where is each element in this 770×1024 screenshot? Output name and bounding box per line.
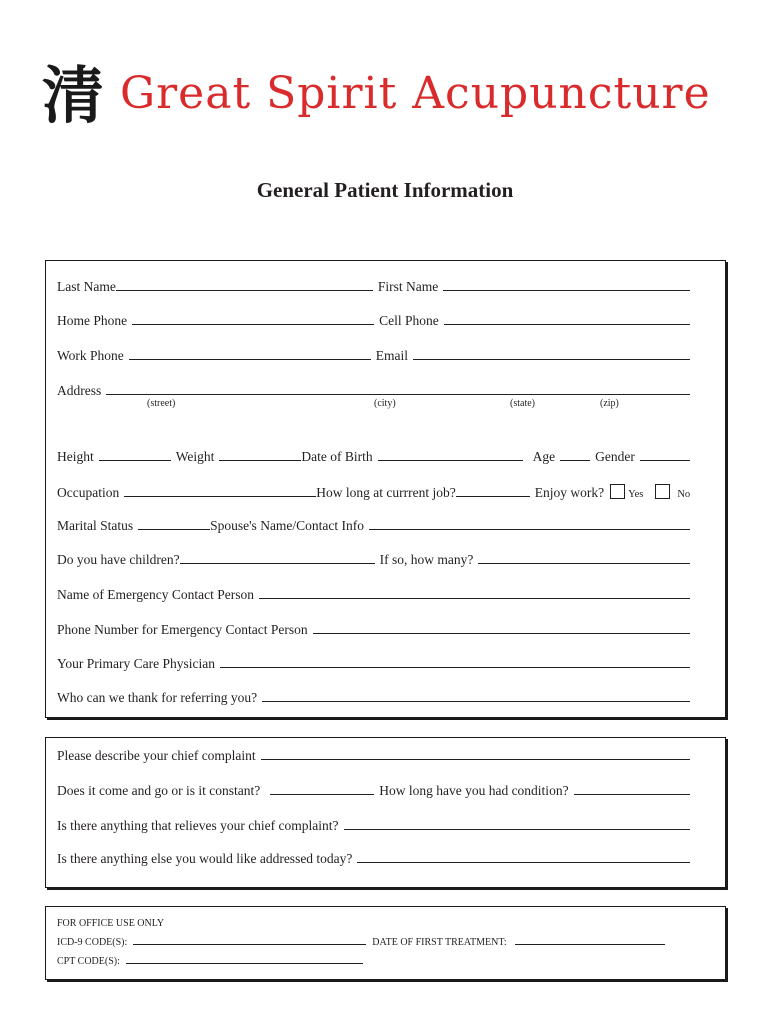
office-heading-row	[57, 917, 164, 931]
occupation-row	[57, 482, 690, 504]
referral-label: Who can we thank for referring you?	[57, 690, 258, 705]
occupation-field[interactable]	[124, 484, 316, 497]
cell-phone-field[interactable]	[444, 312, 690, 325]
how-long-condition-label: How long have you had condition?	[379, 783, 569, 798]
children-field[interactable]	[180, 551, 375, 564]
how-long-job-field[interactable]	[456, 484, 530, 497]
height-label: Height	[57, 449, 94, 464]
brand-name: Great Spirit Acupuncture	[120, 68, 711, 119]
weight-label: Weight	[175, 449, 215, 464]
body-stats-row	[57, 448, 690, 466]
spouse-field[interactable]	[369, 517, 690, 530]
office-use-heading: FOR OFFICE USE ONLY	[57, 918, 165, 929]
cpt-label: CPT CODE(S):	[57, 956, 120, 967]
dob-label: Date of Birth	[301, 449, 373, 464]
enjoy-work-yes-checkbox[interactable]	[610, 484, 625, 499]
age-field[interactable]	[560, 448, 590, 461]
icd9-label: ICD-9 CODE(S):	[57, 937, 128, 948]
emergency-phone-row	[57, 621, 690, 639]
last-name-field[interactable]	[116, 278, 373, 291]
city-sublabel: (city)	[374, 398, 396, 409]
emergency-phone-field[interactable]	[313, 621, 690, 634]
first-name-label: First Name	[377, 279, 439, 294]
children-label: Do you have children?	[57, 552, 180, 567]
work-phone-field[interactable]	[129, 347, 371, 360]
logo-character: 清	[42, 59, 105, 132]
last-name-label: Last Name	[57, 279, 116, 294]
name-row	[57, 278, 690, 296]
how-many-field[interactable]	[478, 551, 690, 564]
age-label: Age	[532, 449, 556, 464]
come-and-go-field[interactable]	[270, 782, 374, 795]
home-phone-label: Home Phone	[57, 313, 128, 328]
weight-field[interactable]	[219, 448, 301, 461]
first-treatment-field[interactable]	[515, 934, 665, 945]
primary-physician-field[interactable]	[220, 655, 690, 668]
how-long-job-label: How long at currrent job?	[316, 485, 456, 500]
else-addressed-field[interactable]	[357, 850, 690, 863]
referral-row	[57, 689, 690, 707]
children-row	[57, 551, 690, 569]
occupation-label: Occupation	[57, 485, 120, 500]
page-title: General Patient Information	[256, 178, 514, 202]
gender-label: Gender	[595, 449, 635, 464]
how-many-label: If so, how many?	[379, 552, 474, 567]
emergency-name-row	[57, 586, 690, 604]
email-label: Email	[375, 348, 409, 363]
cell-phone-label: Cell Phone	[379, 313, 439, 328]
constant-row	[57, 782, 690, 800]
icd9-row	[57, 934, 692, 950]
chief-complaint-label: Please describe your chief complaint	[57, 748, 256, 763]
address-field[interactable]	[106, 382, 690, 395]
header	[42, 56, 742, 140]
state-sublabel: (state)	[510, 398, 535, 409]
primary-physician-label: Your Primary Care Physician	[57, 656, 215, 671]
emergency-name-field[interactable]	[259, 586, 690, 599]
else-addressed-row	[57, 850, 690, 868]
marital-status-field[interactable]	[138, 517, 210, 530]
zip-sublabel: (zip)	[600, 398, 619, 409]
come-and-go-label: Does it come and go or is it constant?	[57, 783, 261, 798]
phone-row	[57, 312, 690, 330]
work-email-row	[57, 347, 690, 365]
enjoy-work-no-checkbox[interactable]	[655, 484, 670, 499]
work-phone-label: Work Phone	[57, 348, 124, 363]
yes-label: Yes	[628, 489, 644, 500]
first-name-field[interactable]	[443, 278, 690, 291]
street-sublabel: (street)	[147, 398, 176, 409]
relieves-row	[57, 817, 690, 835]
physician-row	[57, 655, 690, 673]
email-field[interactable]	[413, 347, 690, 360]
height-field[interactable]	[99, 448, 171, 461]
gender-field[interactable]	[640, 448, 690, 461]
address-label: Address	[57, 383, 102, 398]
relieves-label: Is there anything that relieves your chief complaint?	[57, 818, 339, 833]
referral-field[interactable]	[262, 689, 690, 702]
emergency-name-label: Name of Emergency Contact Person	[57, 587, 254, 602]
first-treatment-label: DATE OF FIRST TREATMENT:	[372, 937, 507, 948]
emergency-phone-label: Phone Number for Emergency Contact Person	[57, 622, 308, 637]
spouse-label: Spouse's Name/Contact Info	[210, 518, 365, 533]
else-addressed-label: Is there anything else you would like addressed today?	[57, 851, 353, 866]
marital-row	[57, 517, 690, 535]
cpt-field[interactable]	[126, 953, 363, 964]
cpt-row	[57, 953, 363, 969]
no-label: No	[677, 489, 691, 500]
chief-complaint-field[interactable]	[261, 747, 690, 760]
icd9-field[interactable]	[133, 934, 366, 945]
enjoy-work-label: Enjoy work?	[534, 485, 605, 500]
how-long-condition-field[interactable]	[574, 782, 690, 795]
marital-status-label: Marital Status	[57, 518, 134, 533]
chief-complaint-row	[57, 747, 690, 765]
dob-field[interactable]	[378, 448, 523, 461]
relieves-field[interactable]	[344, 817, 690, 830]
home-phone-field[interactable]	[132, 312, 374, 325]
